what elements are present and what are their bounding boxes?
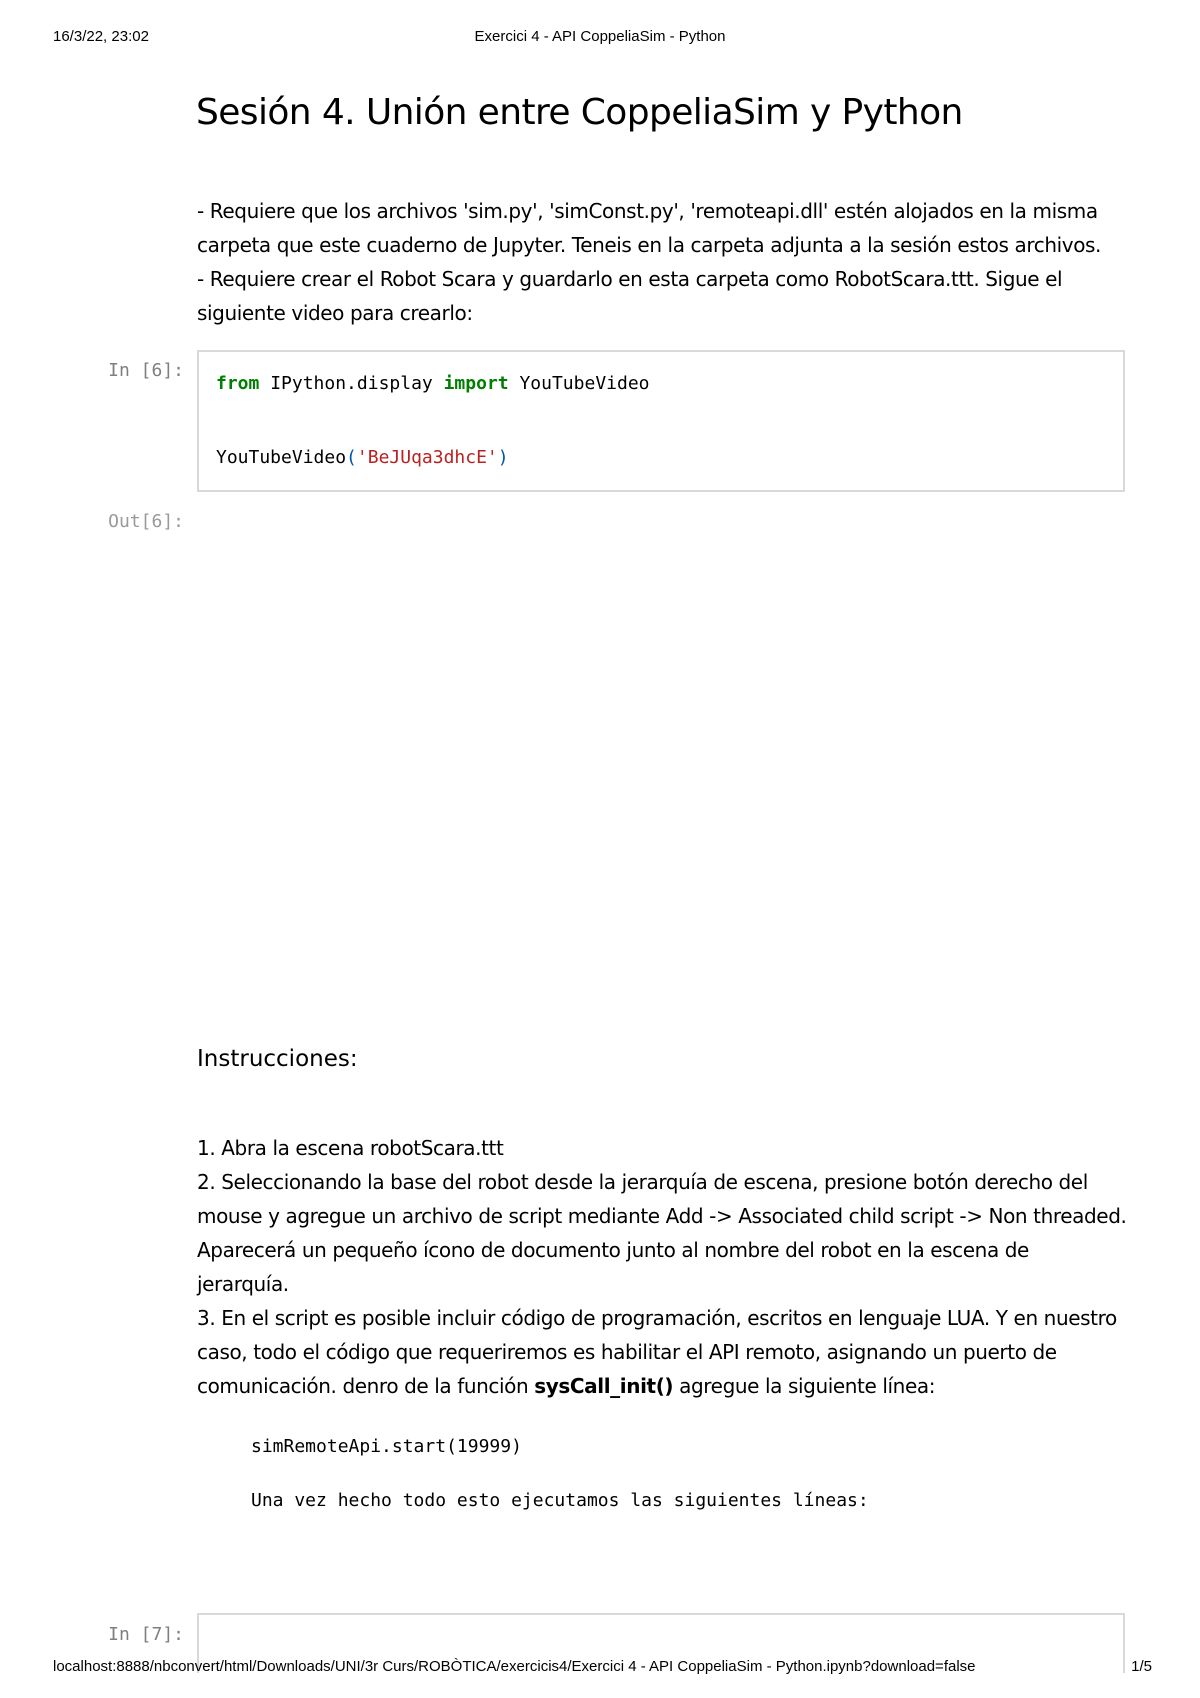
code-cell-6[interactable] [197, 350, 1125, 492]
intro-line: siguiente video para crearlo: [197, 301, 473, 325]
instruction-line: caso, todo el código que requeriremos es habilitar el API remoto, asignando un puerto de [197, 1340, 1057, 1364]
intro-markdown [197, 194, 1127, 330]
instruction-line: 3. En el script es posible incluir código de programación, escritos en lenguaje LUA. Y en nuestro [197, 1306, 1117, 1330]
in-prompt-6: In [6]: [108, 360, 184, 381]
notebook-heading: Sesión 4. Unión entre CoppeliaSim y Python [196, 92, 963, 133]
print-header [0, 28, 1200, 48]
instruction-line: 1. Abra la escena robotScara.ttt [197, 1136, 504, 1160]
close-paren: ) [497, 447, 509, 468]
function-name-bold: sysCall_init() [534, 1374, 674, 1398]
code-line-2 [216, 447, 509, 468]
instruction-line [197, 1369, 1127, 1403]
instruction-text: comunicación. denro de la función [197, 1374, 535, 1398]
code-line-1 [216, 373, 650, 394]
print-date: 16/3/22, 23:02 [53, 28, 149, 45]
intro-line: - Requiere que los archivos 'sim.py', 'simConst.py', 'remoteapi.dll' estén alojados en la misma [197, 199, 1098, 223]
intro-line: carpeta que este cuaderno de Jupyter. Teneis en la carpeta adjunta a la sesión estos archivos. [197, 233, 1102, 257]
instruction-line: jerarquía. [197, 1272, 289, 1296]
function-call: YouTubeVideo [216, 447, 347, 468]
instructions-heading: Instrucciones: [197, 1046, 358, 1072]
follow-up-text: Una vez hecho todo esto ejecutamos las siguientes líneas: [251, 1490, 869, 1511]
intro-line: - Requiere crear el Robot Scara y guardarlo en esta carpeta como RobotScara.ttt. Sigue el [197, 267, 1063, 291]
page-number: 1/5 [1131, 1658, 1152, 1675]
in-prompt-7: In [7]: [108, 1624, 184, 1645]
instruction-line: 2. Seleccionando la base del robot desde la jerarquía de escena, presione botón derecho del [197, 1170, 1088, 1194]
open-paren: ( [346, 447, 357, 468]
print-title: Exercici 4 - API CoppeliaSim - Python [474, 28, 726, 45]
keyword-from: from [216, 373, 260, 394]
string-arg: 'BeJUqa3dhcE' [356, 447, 498, 468]
instruction-line: Aparecerá un pequeño ícono de documento junto al nombre del robot en la escena de [197, 1238, 1029, 1262]
keyword-import: import [443, 373, 509, 394]
instruction-line: mouse y agregue un archivo de script mediante Add -> Associated child script -> Non threaded. [197, 1204, 1127, 1228]
instructions-markdown [197, 1131, 1127, 1403]
module-name: IPython.display [259, 373, 444, 394]
print-url: localhost:8888/nbconvert/html/Downloads/UNI/3r Curs/ROBÒTICA/exercicis4/Exercici 4 - API CoppeliaSim - Python.ipynb?download=false [53, 1658, 976, 1675]
instruction-text: agregue la siguiente línea: [673, 1374, 936, 1398]
out-prompt-6: Out[6]: [108, 511, 184, 532]
lua-code-snippet: simRemoteApi.start(19999) [251, 1436, 522, 1457]
imported-name: YouTubeVideo [508, 373, 650, 394]
